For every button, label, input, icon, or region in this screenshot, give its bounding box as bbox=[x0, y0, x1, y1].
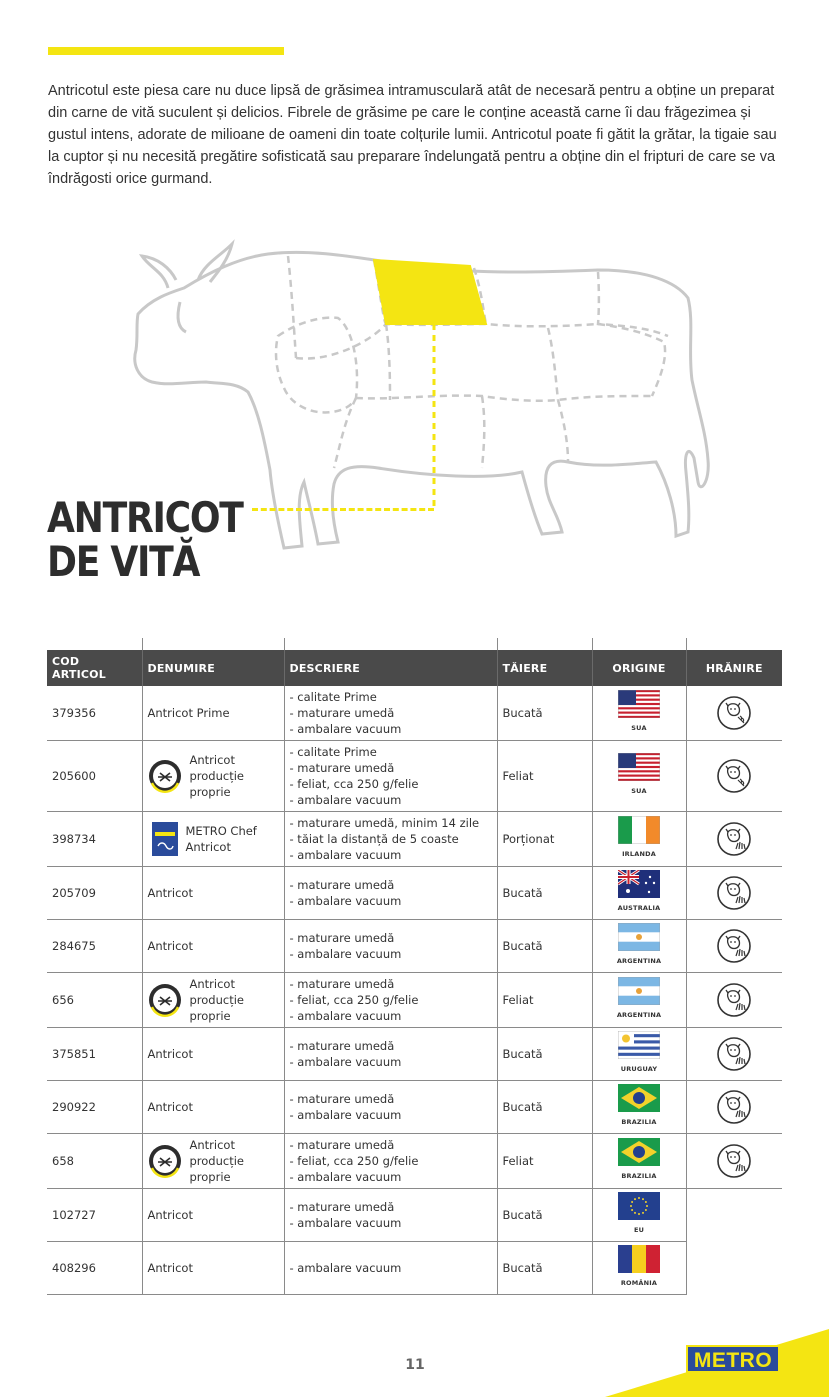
taiere-cell: Feliat bbox=[497, 973, 592, 1028]
hranire-cell bbox=[686, 1134, 782, 1189]
column-tick bbox=[142, 638, 143, 650]
brazil-flag-icon bbox=[618, 1084, 660, 1112]
cod-articol-cell: 379356 bbox=[47, 686, 142, 741]
descriere-cell: - maturare umedă - ambalare vacuum bbox=[284, 1028, 497, 1081]
romania-flag-icon bbox=[618, 1245, 660, 1273]
hranire-cell bbox=[686, 920, 782, 973]
descriere-cell: - maturare umedă - ambalare vacuum bbox=[284, 1189, 497, 1242]
denumire-cell bbox=[142, 1134, 284, 1189]
taiere-cell: Porționat bbox=[497, 812, 592, 867]
taiere-cell: Bucată bbox=[497, 1242, 592, 1295]
table-row bbox=[47, 686, 782, 741]
table-row bbox=[47, 867, 782, 920]
hranire-cell bbox=[686, 1242, 782, 1295]
denumire-text: Antricot bbox=[147, 1261, 193, 1275]
grass-fed-icon bbox=[692, 1143, 778, 1179]
country-label: IRLANDA bbox=[622, 850, 656, 858]
denumire-cell bbox=[142, 973, 284, 1028]
descriere-cell: - ambalare vacuum bbox=[284, 1242, 497, 1295]
denumire-cell bbox=[142, 1028, 284, 1081]
usa-flag-icon bbox=[618, 753, 660, 781]
origine-cell bbox=[592, 1081, 686, 1134]
hranire-cell bbox=[686, 1028, 782, 1081]
highlight-guide-line bbox=[252, 508, 434, 511]
grass-fed-icon bbox=[692, 1089, 778, 1125]
expertiza-badge-icon bbox=[148, 983, 182, 1017]
expertiza-badge-icon bbox=[148, 1144, 182, 1178]
hranire-cell bbox=[686, 1081, 782, 1134]
brazil-flag-icon bbox=[618, 1138, 660, 1166]
denumire-text: Antricot producție proprie bbox=[189, 753, 245, 799]
product-table bbox=[47, 650, 782, 1295]
table-row bbox=[47, 812, 782, 867]
column-tick bbox=[686, 638, 687, 650]
grass-fed-icon bbox=[692, 928, 778, 964]
table-header-row bbox=[47, 650, 782, 686]
table-row bbox=[47, 1081, 782, 1134]
origine-cell bbox=[592, 973, 686, 1028]
grass-fed-icon bbox=[692, 1036, 778, 1072]
denumire-text: Antricot bbox=[147, 939, 193, 953]
accent-bar bbox=[48, 47, 284, 55]
denumire-text: Antricot bbox=[147, 1047, 193, 1061]
cod-articol-cell: 290922 bbox=[47, 1081, 142, 1134]
denumire-cell bbox=[142, 920, 284, 973]
descriere-cell: - calitate Prime - maturare umedă - feliat, cca 250 g/felie - ambalare vacuum bbox=[284, 741, 497, 812]
country-label: BRAZILIA bbox=[621, 1172, 657, 1180]
descriere-cell: - maturare umedă - ambalare vacuum bbox=[284, 920, 497, 973]
grain-fed-icon bbox=[692, 758, 778, 794]
cod-articol-cell: 205600 bbox=[47, 741, 142, 812]
taiere-cell: Feliat bbox=[497, 741, 592, 812]
country-label: ROMÂNIA bbox=[620, 1279, 658, 1287]
usa-flag-icon bbox=[618, 690, 660, 718]
taiere-cell: Bucată bbox=[497, 920, 592, 973]
denumire-cell bbox=[142, 812, 284, 867]
origine-cell bbox=[592, 920, 686, 973]
header-taiere: TĂIERE bbox=[497, 650, 592, 686]
origine-cell bbox=[592, 1134, 686, 1189]
origine-cell bbox=[592, 686, 686, 741]
denumire-text: Antricot producție proprie bbox=[189, 977, 245, 1023]
country-label: ARGENTINA bbox=[616, 957, 662, 965]
table-row bbox=[47, 920, 782, 973]
hranire-cell bbox=[686, 686, 782, 741]
origine-cell bbox=[592, 867, 686, 920]
table-row bbox=[47, 1028, 782, 1081]
expertiza-badge-icon bbox=[148, 759, 182, 793]
country-label: BRAZILIA bbox=[621, 1118, 657, 1126]
country-label: URUGUAY bbox=[620, 1065, 658, 1073]
eu-flag-icon bbox=[618, 1192, 660, 1220]
grass-fed-icon bbox=[692, 982, 778, 1018]
descriere-cell: - maturare umedă - ambalare vacuum bbox=[284, 867, 497, 920]
table-row bbox=[47, 1189, 782, 1242]
country-label: EU bbox=[633, 1226, 645, 1234]
cod-articol-cell: 205709 bbox=[47, 867, 142, 920]
denumire-cell bbox=[142, 867, 284, 920]
uruguay-flag-icon bbox=[618, 1031, 660, 1059]
hranire-cell bbox=[686, 1189, 782, 1242]
argentina-flag-icon bbox=[618, 923, 660, 951]
hranire-cell bbox=[686, 812, 782, 867]
country-label: AUSTRALIA bbox=[617, 904, 661, 912]
header-denumire: DENUMIRE bbox=[142, 650, 284, 686]
origine-cell bbox=[592, 741, 686, 812]
denumire-text: Antricot bbox=[147, 1100, 193, 1114]
denumire-text: METRO Chef Antricot bbox=[185, 824, 257, 854]
table-row bbox=[47, 1134, 782, 1189]
denumire-text: Antricot bbox=[147, 886, 193, 900]
grass-fed-icon bbox=[692, 875, 778, 911]
intro-paragraph: Antricotul este piesa care nu duce lipsă de grăsimea intramusculară atât de necesară pentru a obține un preparat din carne de vită suculent și delicios. Fibrele de grăsime pe care le conține această carne îi dau frăgezimea și gustul intens, adorate de milioane de oameni din toate colțurile lumii. Antricotul poate fi gătit la grătar, la tigaie sau la cuptor și nu necesită pregătire sofisticată sau preparare îndelungată pentru a obține din el fripturi de care se va îndrăgosti orice gurmand. bbox=[48, 83, 777, 187]
country-label: SUA bbox=[631, 787, 647, 795]
taiere-cell: Bucată bbox=[497, 1189, 592, 1242]
page-title bbox=[47, 493, 243, 586]
antricot-highlight bbox=[374, 260, 486, 324]
ireland-flag-icon bbox=[618, 816, 660, 844]
descriere-cell: - maturare umedă - ambalare vacuum bbox=[284, 1081, 497, 1134]
cod-articol-cell: 284675 bbox=[47, 920, 142, 973]
country-label: ARGENTINA bbox=[616, 1011, 662, 1019]
cod-articol-cell: 398734 bbox=[47, 812, 142, 867]
country-label: SUA bbox=[631, 724, 647, 732]
title-line-1: ANTRICOT bbox=[47, 493, 243, 542]
descriere-cell: - maturare umedă, minim 14 zile - tăiat la distanță de 5 coaste - ambalare vacuum bbox=[284, 812, 497, 867]
cod-articol-cell: 658 bbox=[47, 1134, 142, 1189]
argentina-flag-icon bbox=[618, 977, 660, 1005]
taiere-cell: Bucată bbox=[497, 1081, 592, 1134]
page-number: 11 bbox=[405, 1357, 425, 1373]
metro-chef-logo-icon bbox=[152, 822, 178, 856]
taiere-cell: Feliat bbox=[497, 1134, 592, 1189]
cod-articol-cell: 408296 bbox=[47, 1242, 142, 1295]
descriere-cell: - maturare umedă - feliat, cca 250 g/felie - ambalare vacuum bbox=[284, 1134, 497, 1189]
denumire-cell bbox=[142, 1189, 284, 1242]
hranire-cell bbox=[686, 741, 782, 812]
grain-fed-icon bbox=[692, 695, 778, 731]
origine-cell bbox=[592, 1189, 686, 1242]
column-tick bbox=[497, 638, 498, 650]
table-row bbox=[47, 741, 782, 812]
cod-articol-cell: 656 bbox=[47, 973, 142, 1028]
denumire-text: Antricot bbox=[147, 1208, 193, 1222]
header-origine: ORIGINE bbox=[592, 650, 686, 686]
taiere-cell: Bucată bbox=[497, 686, 592, 741]
header-hranire: HRĂNIRE bbox=[686, 650, 782, 686]
taiere-cell: Bucată bbox=[497, 867, 592, 920]
origine-cell bbox=[592, 1242, 686, 1295]
denumire-text: Antricot producție proprie bbox=[189, 1138, 245, 1184]
origine-cell bbox=[592, 1028, 686, 1081]
column-tick bbox=[284, 638, 285, 650]
australia-flag-icon bbox=[618, 870, 660, 898]
metro-logo: METRO bbox=[686, 1345, 780, 1373]
origine-cell bbox=[592, 812, 686, 867]
denumire-cell bbox=[142, 1242, 284, 1295]
taiere-cell: Bucată bbox=[497, 1028, 592, 1081]
descriere-cell: - maturare umedă - feliat, cca 250 g/felie - ambalare vacuum bbox=[284, 973, 497, 1028]
table-row bbox=[47, 973, 782, 1028]
header-descriere: DESCRIERE bbox=[284, 650, 497, 686]
cod-articol-cell: 102727 bbox=[47, 1189, 142, 1242]
denumire-cell bbox=[142, 1081, 284, 1134]
denumire-cell bbox=[142, 741, 284, 812]
denumire-text: Antricot Prime bbox=[147, 706, 230, 720]
hranire-cell bbox=[686, 867, 782, 920]
hranire-cell bbox=[686, 973, 782, 1028]
table-row bbox=[47, 1242, 782, 1295]
grass-fed-icon bbox=[692, 821, 778, 857]
header-cod: COD ARTICOL bbox=[47, 650, 142, 686]
descriere-cell: - calitate Prime - maturare umedă - ambalare vacuum bbox=[284, 686, 497, 741]
title-line-2: DE VITĂ bbox=[47, 537, 200, 586]
column-tick bbox=[592, 638, 593, 650]
denumire-cell bbox=[142, 686, 284, 741]
cod-articol-cell: 375851 bbox=[47, 1028, 142, 1081]
